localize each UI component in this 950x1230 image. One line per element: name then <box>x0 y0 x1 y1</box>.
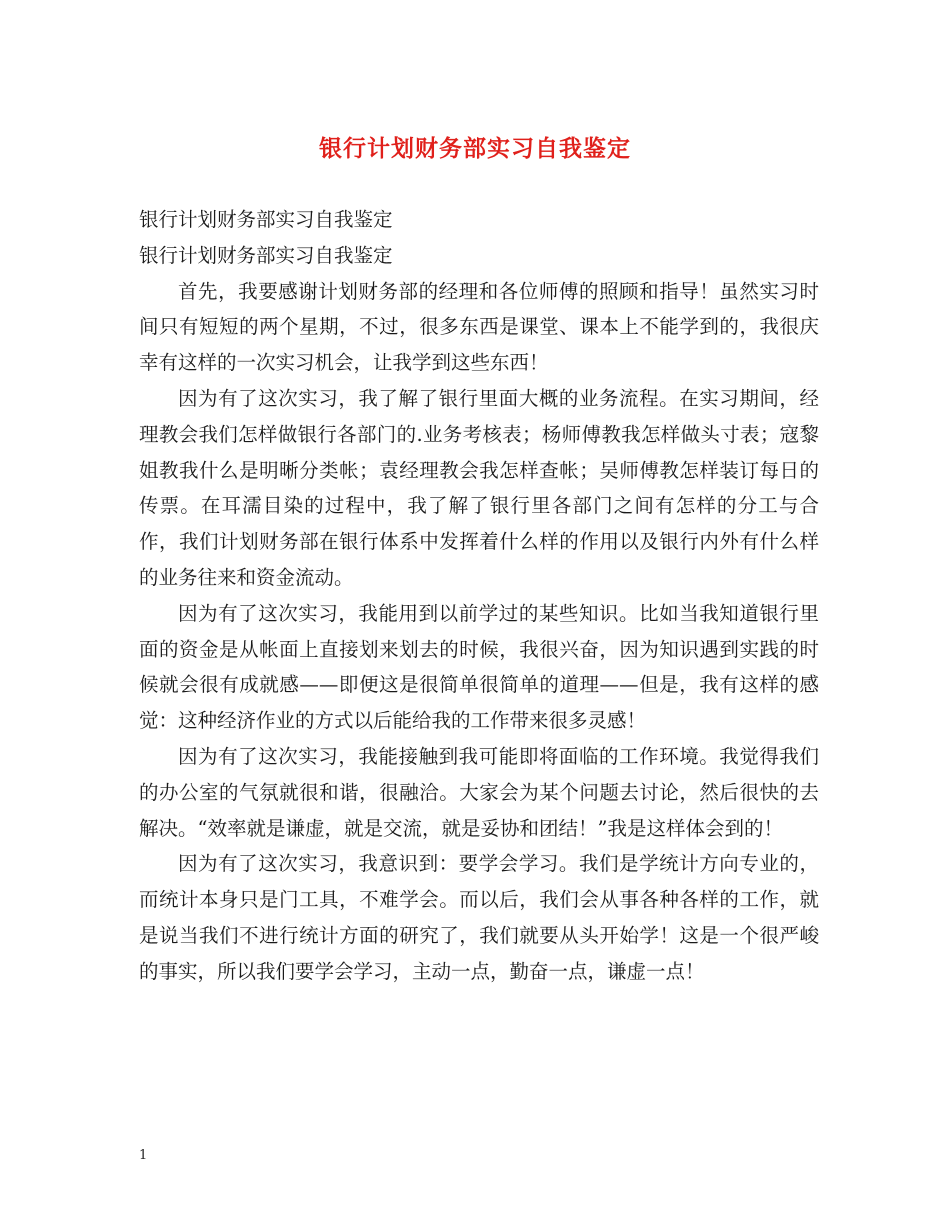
document-body <box>139 202 819 990</box>
document-title: 银行计划财务部实习自我鉴定 <box>319 136 631 162</box>
paragraph: 因为有了这次实习，我意识到：要学会学习。我们是学统计方向专业的，而统计本身只是门工具，不难学会。而以后，我们会从事各种各样的工作，就是说当我们不进行统计方面的研究了，我们就要从头开始学！这是一个很严峻的事实，所以我们要学会学习，主动一点，勤奋一点，谦虚一点！ <box>139 852 819 983</box>
subtitle-line: 银行计划财务部实习自我鉴定 <box>139 243 393 267</box>
subtitle-line: 银行计划财务部实习自我鉴定 <box>139 208 393 231</box>
paragraph: 因为有了这次实习，我能用到以前学过的某些知识。比如当我知道银行里面的资金是从帐面上直接划来划去的时候，我很兴奋，因为知识遇到实践的时候就会很有成就感——即便这是很简单很简单的道理——但是，我有这样的感觉：这种经济作业的方式以后能给我的工作带来很多灵感！ <box>139 601 819 733</box>
page-number: 1 <box>139 1148 148 1163</box>
paragraph: 首先，我要感谢计划财务部的经理和各位师傅的照顾和指导！虽然实习时间只有短短的两个星期，不过，很多东西是课堂、课本上不能学到的，我很庆幸有这样的一次实习机会，让我学到这些东西！ <box>139 279 819 375</box>
paragraph: 因为有了这次实习，我了解了银行里面大概的业务流程。在实习期间，经理教会我们怎样做银行各部门的.业务考核表；杨师傅教我怎样做头寸表；寇黎姐教我什么是明晰分类帐；袁经理教会我怎样查帐；吴师傅教怎样装订每日的传票。在耳濡目染的过程中，我了解了银行里各部门之间有怎样的分工与合作，我们计划财务部在银行体系中发挥着什么样的作用以及银行内外有什么样的业务往来和资金流动。 <box>139 386 819 589</box>
paragraph: 因为有了这次实习，我能接触到我可能即将面临的工作环境。我觉得我们的办公室的气氛就很和谐，很融洽。大家会为某个问题去讨论，然后很快的去解决。“效率就是谦虚，就是交流，就是妥协和团结！”我是这样体会到的！ <box>139 744 819 840</box>
